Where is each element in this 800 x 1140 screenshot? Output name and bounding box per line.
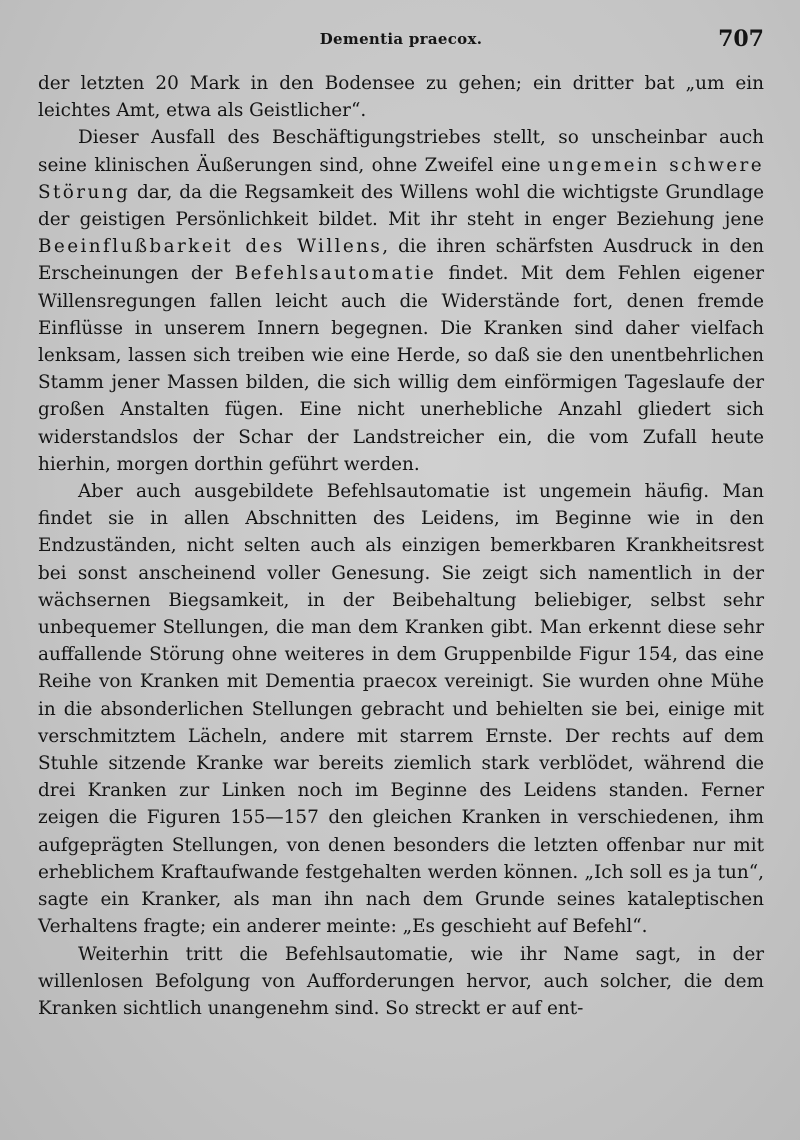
paragraph-2 [38,124,764,478]
text-run: Weiterhin tritt die Befehlsautomatie, wie ihr Name sagt, in der willenlosen Befolgung von Aufforderungen hervor, auch solcher, die dem Kranken sichtlich unangenehm sind. So streckt er auf ent- [38,943,764,1019]
running-title: Dementia praecox. [319,30,483,48]
paragraph-1 [38,70,764,124]
text-run: , die ihren schärfsten Ausdruck in den Erscheinungen der [38,236,765,285]
paragraph-4 [38,941,764,1023]
paragraph-3 [38,478,764,940]
text-run: Aber auch ausgebildete Befehlsautomatie ist ungemein häufig. Man findet sie in allen Abschnitten des Leidens, im Beginne wie in den Endzuständen, nicht selten auch als einzigen bemerkbaren Krankheitsrest bei sonst anscheinend voller Genesung. Sie zeigt sich namentlich in der wächsernen Biegsamkeit, in der Beibehaltung beliebiger, selbst sehr unbequemer Stellungen, die man dem Kranken gibt. Man erkennt diese sehr auffallende Störung ohne weiteres in dem Gruppenbilde Figur 154, das eine Reihe von Kranken mit Dementia praecox vereinigt. Sie wurden ohne Mühe in die absonderlichen Stellungen gebracht und behielten sie bei, einige mit verschmitztem Lächeln, andere mit starrem Ernste. Der rechts auf dem Stuhle sitzende Kranke war bereits ziemlich stark verblödet, während die drei Kranken zur Linken noch im Beginne des Leidens standen. Ferner zeigen die Figuren 155—157 den gleichen Kranken in verschiedenen, ihm aufgeprägten Stellungen, von denen besonders die letzten offenbar nur mit erheblichem Kraftaufwande festgehalten werden können. „Ich soll es ja tun“, sagte ein Kranker, als man ihn nach dem Grunde seines kataleptischen Verhaltens fragte; ein anderer meinte: „Es geschieht auf Befehl“. [38,481,764,938]
emphasized-text: ungemein schwere Störung [38,154,764,203]
page-number: 707 [718,26,764,52]
page-header [38,26,764,62]
text-run: findet. Mit dem Fehlen eigener Willensregungen fallen leicht auch die Widerstände fort, denen fremde Einflüsse in unserem Innern begegnen. Die Kranken sind daher vielfach lenksam, lassen sich treiben wie eine Herde, so daß sie den unentbehrlichen Stamm jener Massen bilden, die sich willig dem einförmigen Tageslaufe der großen Anstalten fügen. Eine nicht unerhebliche Anzahl gliedert sich widerstandslos der Schar der Landstreicher ein, die vom Zufall heute hierhin, morgen dorthin geführt werden. [38,263,764,475]
text-run: der letzten 20 Mark in den Bodensee zu gehen; ein dritter bat „um ein leichtes Amt, etwa als Geistlicher“. [38,73,764,122]
text-run: dar, da die Regsamkeit des Willens wohl die wichtigste Grundlage der geistigen Persönlichkeit bildet. Mit ihr steht in enger Beziehung jene [38,181,764,231]
emphasized-text: Beeinflußbarkeit des Willens [38,236,383,258]
text-run: Dieser Ausfall des Beschäftigungstriebes stellt, so unscheinbar auch seine klinischen Äußerungen sind, ohne Zweifel eine [38,127,764,176]
emphasized-text: Befehlsautomatie [234,263,437,285]
body-text [38,70,764,1022]
